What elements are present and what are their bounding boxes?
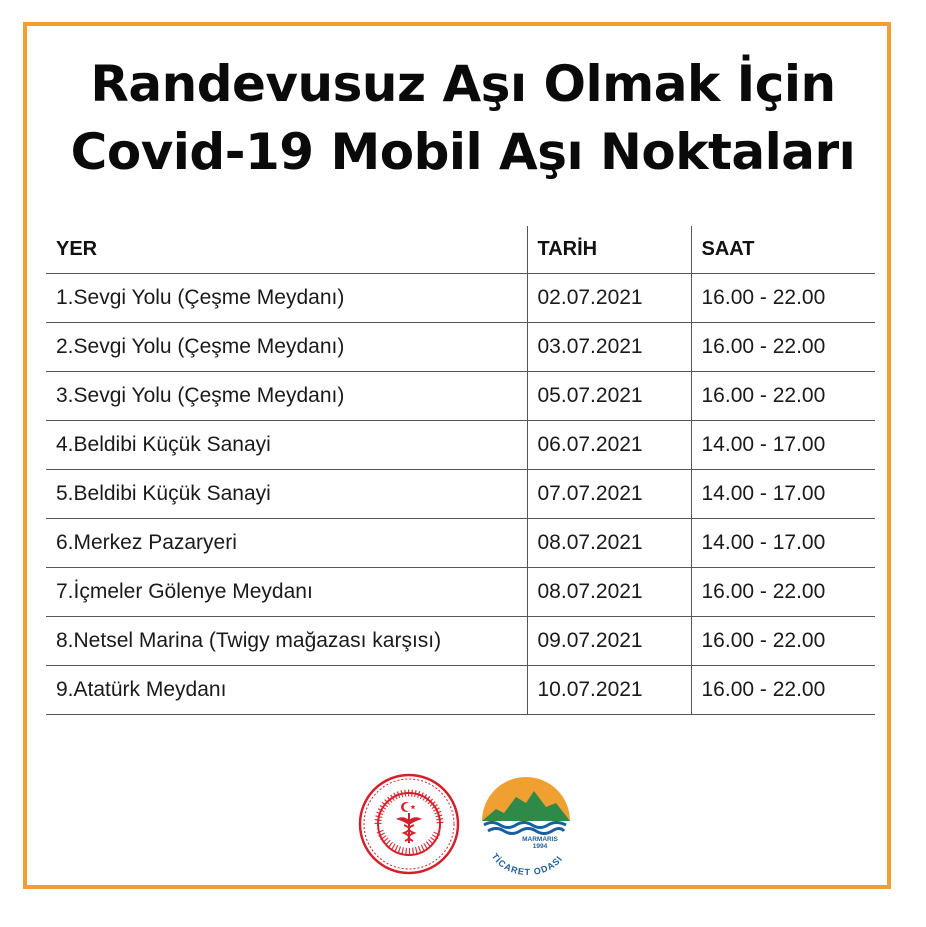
table-row (46, 274, 875, 323)
cell-time: 16.00 - 22.00 (691, 666, 875, 715)
cell-date: 08.07.2021 (527, 568, 691, 617)
cell-location: 6.Merkez Pazaryeri (46, 519, 527, 568)
cell-date: 09.07.2021 (527, 617, 691, 666)
table-row (46, 617, 875, 666)
cell-date: 08.07.2021 (527, 519, 691, 568)
cell-date: 05.07.2021 (527, 372, 691, 421)
cell-location: 8.Netsel Marina (Twigy mağazası karşısı) (46, 617, 527, 666)
title-line-2: Covid-19 Mobil Aşı Noktaları (70, 123, 856, 181)
poster-title (0, 50, 926, 186)
header-time: SAAT (691, 226, 875, 274)
table-row (46, 666, 875, 715)
cell-location: 5.Beldibi Küçük Sanayi (46, 470, 527, 519)
health-ministry-seal-icon (358, 773, 460, 875)
cell-date: 07.07.2021 (527, 470, 691, 519)
cell-location: 7.İçmeler Gölenye Meydanı (46, 568, 527, 617)
cell-time: 14.00 - 17.00 (691, 421, 875, 470)
vaccination-schedule-table (46, 226, 875, 715)
cell-time: 16.00 - 22.00 (691, 274, 875, 323)
table-header-row (46, 226, 875, 274)
cell-time: 16.00 - 22.00 (691, 323, 875, 372)
marmaris-chamber-logo-icon (474, 773, 578, 877)
header-location: YER (46, 226, 527, 274)
cell-location: 9.Atatürk Meydanı (46, 666, 527, 715)
cell-date: 03.07.2021 (527, 323, 691, 372)
cell-location: 2.Sevgi Yolu (Çeşme Meydanı) (46, 323, 527, 372)
cell-location: 4.Beldibi Küçük Sanayi (46, 421, 527, 470)
cell-date: 10.07.2021 (527, 666, 691, 715)
cell-time: 16.00 - 22.00 (691, 617, 875, 666)
chamber-logo-arc-text: TİCARET ODASI (489, 851, 565, 877)
table-row (46, 421, 875, 470)
chamber-logo-line2: 1994 (532, 843, 548, 850)
chamber-logo-line1: MARMARIS (522, 836, 558, 843)
logos-row (0, 773, 926, 877)
cell-location: 1.Sevgi Yolu (Çeşme Meydanı) (46, 274, 527, 323)
table-row (46, 568, 875, 617)
cell-time: 14.00 - 17.00 (691, 519, 875, 568)
table-row (46, 323, 875, 372)
header-date: TARİH (527, 226, 691, 274)
cell-date: 06.07.2021 (527, 421, 691, 470)
cell-time: 14.00 - 17.00 (691, 470, 875, 519)
table-row (46, 470, 875, 519)
cell-location: 3.Sevgi Yolu (Çeşme Meydanı) (46, 372, 527, 421)
cell-time: 16.00 - 22.00 (691, 372, 875, 421)
table-row (46, 519, 875, 568)
cell-date: 02.07.2021 (527, 274, 691, 323)
title-line-1: Randevusuz Aşı Olmak İçin (90, 55, 836, 113)
cell-time: 16.00 - 22.00 (691, 568, 875, 617)
table-row (46, 372, 875, 421)
